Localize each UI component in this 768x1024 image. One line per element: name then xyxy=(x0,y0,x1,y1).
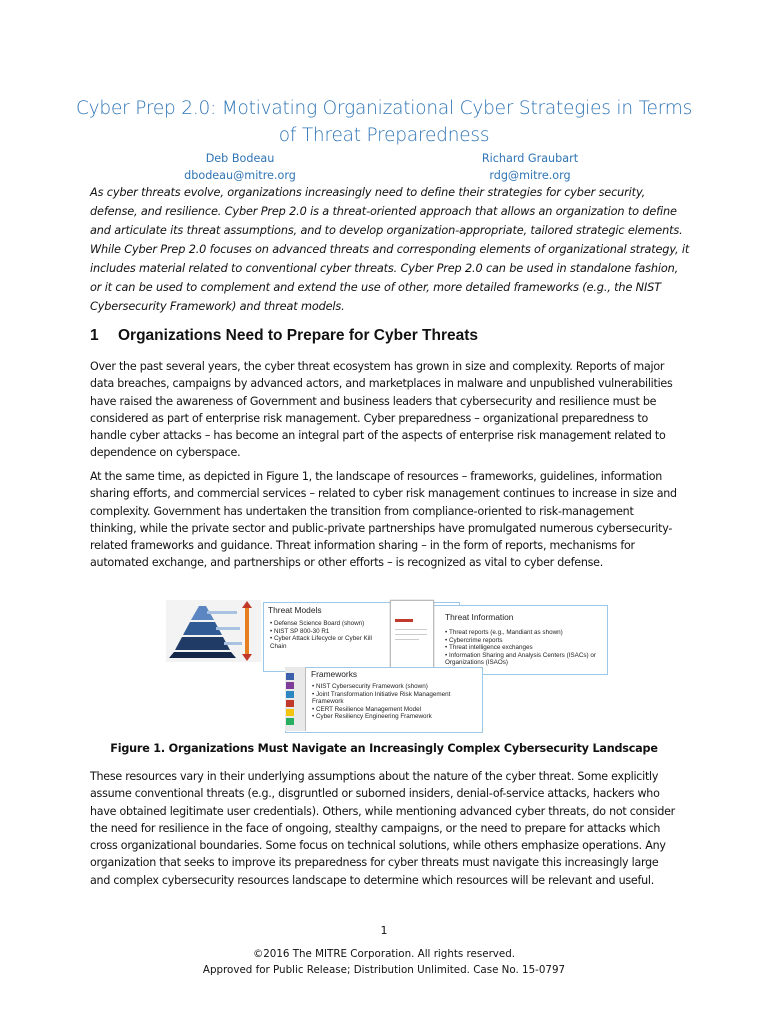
report-text-line xyxy=(395,639,419,640)
list-item: • Threat intelligence exchanges xyxy=(445,644,603,652)
pyramid-band xyxy=(224,642,242,645)
author-1 xyxy=(170,150,310,184)
list-item: • Cybercrime reports xyxy=(445,637,603,645)
list-item: • Cyber Resiliency Engineering Framework xyxy=(312,713,477,721)
title-line-1: Cyber Prep 2.0: Motivating Organizational Cyber Strategies in Terms xyxy=(75,98,693,119)
report-text-line xyxy=(395,634,427,635)
report-text-line xyxy=(395,629,427,630)
page-number: 1 xyxy=(380,924,388,937)
list-item: • Joint Transformation Initiative Risk Management Framework xyxy=(312,691,477,706)
framework-thumbnail xyxy=(285,667,306,731)
section-title: Organizations Need to Prepare for Cyber Threats xyxy=(118,327,479,344)
paragraph-1: Over the past several years, the cyber threat ecosystem has grown in size and complexity. Reports of major data breaches, campaigns by advanced actors, and marketplaces in malware and unpublished vulnerabilities have raised the awareness of Government and business leaders that cybersecurity and resilience must be considered as part of enterprise risk management. Cyber preparedness – organizational preparedness to handle cyber attacks – has become an integral part of the aspects of enterprise risk management related to dependence on cyberspace. xyxy=(90,360,673,460)
footer xyxy=(0,946,768,978)
section-heading xyxy=(90,327,478,345)
pyramid-band xyxy=(207,611,237,614)
author-name: Deb Bodeau xyxy=(205,152,275,165)
framework-cell xyxy=(286,718,294,725)
framework-cell xyxy=(286,700,294,707)
list-item: • Threat reports (e.g., Mandiant as shown) xyxy=(445,629,603,637)
list-item: • Cyber Attack Lifecycle or Cyber Kill Chain xyxy=(270,635,388,650)
framework-cell xyxy=(286,673,294,680)
author-email[interactable]: dbodeau@mitre.org xyxy=(184,169,296,182)
pyramid-band xyxy=(216,627,240,630)
copyright-line: ©2016 The MITRE Corporation. All rights reserved. xyxy=(252,948,516,960)
list-item: • NIST Cybersecurity Framework (shown) xyxy=(312,683,477,691)
pyramid-tier-base xyxy=(169,652,236,658)
figure-1 xyxy=(166,597,606,735)
framework-cell xyxy=(286,709,294,716)
pyramid-graphic xyxy=(166,600,261,662)
paper-title xyxy=(0,95,768,149)
list-item: • NIST SP 800-30 R1 xyxy=(270,628,388,636)
frameworks-list xyxy=(312,683,477,721)
threat-report-thumbnail xyxy=(390,600,434,668)
section-number: 1 xyxy=(90,327,99,344)
threat-information-list xyxy=(445,629,603,667)
author-name: Richard Graubart xyxy=(481,152,579,165)
list-item: • CERT Resilience Management Model xyxy=(312,706,477,714)
release-line: Approved for Public Release; Distribution Unlimited. Case No. 15-0797 xyxy=(202,964,566,976)
threat-models-list xyxy=(270,620,388,650)
threat-models-heading: Threat Models xyxy=(268,605,322,615)
report-logo xyxy=(395,619,413,622)
paragraph-3: These resources vary in their underlying assumptions about the nature of the cyber threat. Some explicitly assume conventional threats (e.g., disgruntled or suborned insiders, denial-of-service attacks, hackers who have obtained legitimate user credentials). Others, while mentioning advanced cyber threats, do not consider the need for resilience in the face of ongoing, stealthy campaigns, or the need to prepare for attacks which cross organizational boundaries. Some focus on technical solutions, while others emphasize operations. Any organization that seeks to improve its preparedness for cyber threats must navigate this increasingly large and complex cybersecurity resources landscape to determine which resources will be relevant and useful. xyxy=(90,770,675,887)
list-item: • Information Sharing and Analysis Centers (ISACs) or Organizations (ISAOs) xyxy=(445,652,603,667)
frameworks-box xyxy=(285,667,483,733)
threat-information-heading: Threat Information xyxy=(445,612,514,622)
list-item: • Defense Science Board (shown) xyxy=(270,620,388,628)
figure-caption: Figure 1. Organizations Must Navigate an Increasingly Complex Cybersecurity Landscape xyxy=(110,742,658,755)
author-2 xyxy=(460,150,600,184)
author-email[interactable]: rdg@mitre.org xyxy=(489,169,571,182)
paragraph-2: At the same time, as depicted in Figure 1, the landscape of resources – frameworks, guidelines, information sharing efforts, and commercial services – related to cyber risk management continues to increase in size and complexity. Government has undertaken the transition from compliance-oriented to risk-management thinking, while the private sector and public-private partnerships have promulgated numerous cybersecurity-related frameworks and guidance. Threat information sharing – in the form of reports, mechanisms for automated exchange, and partnerships or other efforts – is recognized as vital to cyber defense. xyxy=(90,470,677,570)
framework-cell xyxy=(286,682,294,689)
abstract: As cyber threats evolve, organizations increasingly need to define their strategies for cyber security, defense, and resilience. Cyber Prep 2.0 is a threat-oriented approach that allows an organization to define and articulate its threat assumptions, and to develop organization-appropriate, tailored strategic elements. While Cyber Prep 2.0 focuses on advanced threats and corresponding elements of organizational strategy, it includes material related to conventional cyber threats. Cyber Prep 2.0 can be used in standalone fashion, or it can be used to complement and extend the use of other, more detailed frameworks (e.g., the NIST Cybersecurity Framework) and threat models. xyxy=(90,186,690,313)
framework-cell xyxy=(286,691,294,698)
frameworks-heading: Frameworks xyxy=(311,669,358,679)
pyramid-tier-3 xyxy=(175,637,230,650)
threat-arrow-shaft xyxy=(245,606,249,656)
title-line-2: of Threat Preparedness xyxy=(278,125,490,146)
